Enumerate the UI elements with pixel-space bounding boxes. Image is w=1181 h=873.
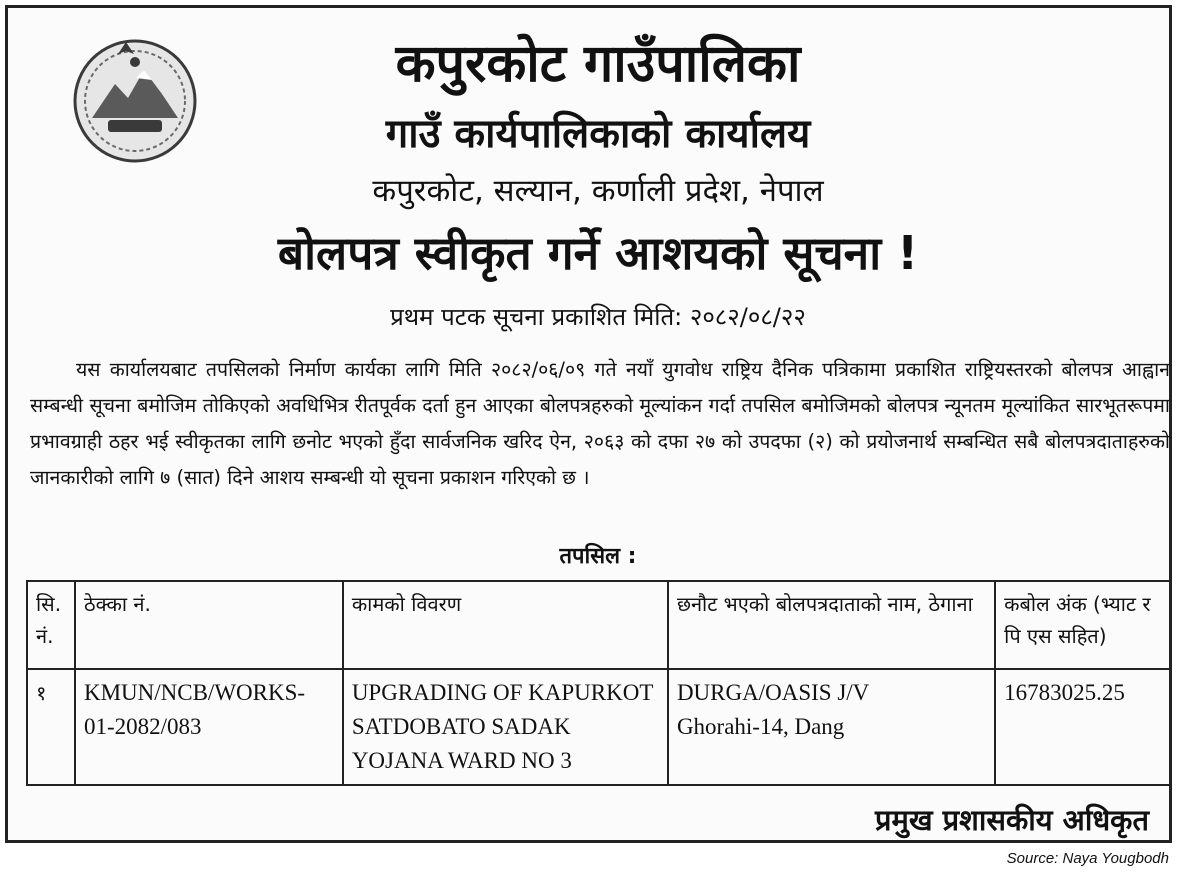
municipality-name: कपुरकोट गाउँपालिका [395, 34, 801, 94]
notice-body: यस कार्यालयबाट तपसिलको निर्माण कार्यका लागि मिति २०८२/०६/०९ गते नयाँ युगवोध राष्ट्रिय दैनिक पत्रिकामा प्रकाशित राष्ट्रियस्तरको बोलपत्र आह्वान सम्बन्धी सूचना बमोजिम तोकिएको अवधिभित्र रीतपूर्वक दर्ता हुन आएका बोलपत्रहरुको मूल्यांकन गर्दा तपसिल बमोजिमको बोलपत्र न्यूनतम मूल्यांकित सारभूतरूपमा प्रभावग्राही ठहर भई स्वीकृतका लागि छनोट भएको हुँदा सार्वजनिक खरिद ऐन, २०६३ को दफा २७ को उपदफा (२) को प्रयोजनार्थ सम्बन्धित सबै बोलपत्रदाताहरुको जानकारीको लागि ७ (सात) दिने आशय सम्बन्धी यो सूचना प्रकाशन गरिएको छ । [30, 358, 1170, 489]
header-amount: कबोल अंक (भ्याट र पि एस सहित) [995, 581, 1170, 669]
schedule-label: तपसिल : [559, 544, 637, 569]
office-name: गाउँ कार्यपालिकाको कार्यालय [385, 111, 811, 157]
header-contract-no: ठेक्का नं. [75, 581, 343, 669]
cell-amount: 16783025.25 [995, 669, 1170, 785]
bidder-address: Ghorahi-14, Dang [676, 714, 845, 739]
notice-frame [5, 5, 1172, 843]
table-row [27, 669, 1170, 785]
bidder-name: DURGA/OASIS J/V [676, 680, 870, 705]
office-address: कपुरकोट, सल्यान, कर्णाली प्रदेश, नेपाल [372, 173, 824, 209]
source-credit: Source: Naya Yougbodh [1006, 850, 1169, 867]
table-header-row [27, 581, 1170, 669]
notice-title: बोलपत्र स्वीकृत गर्ने आशयको सूचना ! [277, 226, 919, 280]
works-table [26, 580, 1171, 786]
nepal-government-emblem-icon [70, 36, 200, 166]
header-sn: सि. नं. [27, 581, 75, 669]
header-description: कामको विवरण [343, 581, 668, 669]
cell-description: UPGRADING OF KAPURKOT SATDOBATO SADAK YOJANA WARD NO 3 [343, 669, 668, 785]
signatory-title: प्रमुख प्रशासकीय अधिकृत [874, 803, 1149, 837]
cell-sn: १ [27, 669, 75, 785]
cell-bidder [668, 669, 995, 785]
published-date: प्रथम पटक सूचना प्रकाशित मिति: २०८२/०८/२२ [390, 303, 806, 331]
cell-contract-no: KMUN/NCB/WORKS-01-2082/083 [75, 669, 343, 785]
header-bidder: छनौट भएको बोलपत्रदाताको नाम, ठेगाना [668, 581, 995, 669]
